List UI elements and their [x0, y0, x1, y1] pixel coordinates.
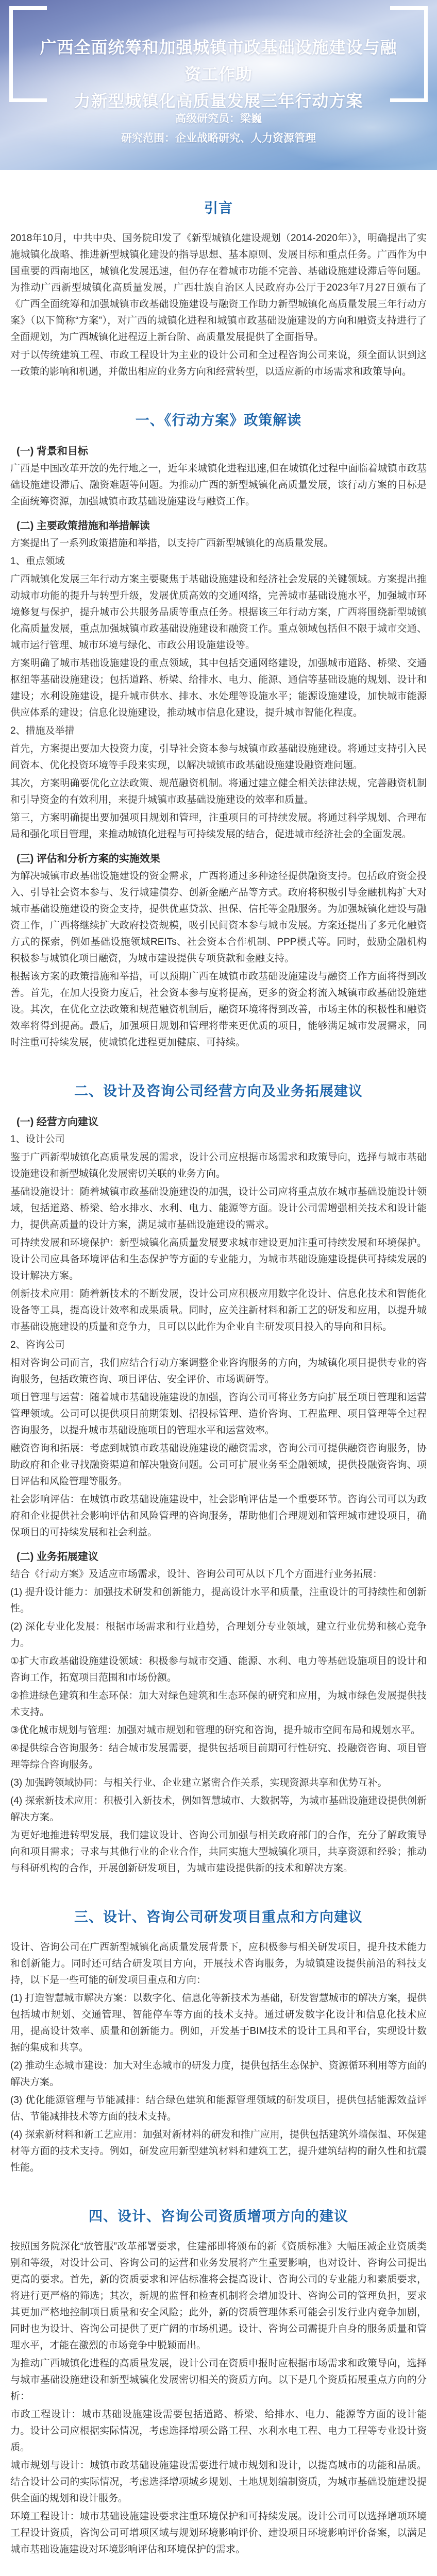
- article-title-line2: 力新型城镇化高质量发展三年行动方案: [74, 92, 363, 110]
- paragraph: 融资咨询和拓展：考虑到城镇市政基础设施建设的融资需求，咨询公司可提供融资咨询服务，协助政府和企业寻找融资渠道和解决融资问题。公司可扩展业务至金融领域，提供投融资咨询、项目评估和风险管理等服务。: [10, 1443, 427, 1487]
- subsection-heading: (一) 经营方向建议: [16, 1116, 98, 1128]
- paragraph: 其次，方案明确要优化立法政策、规范融资机制。将通过建立健全相关法律法规，完善融资机制和引导资金的有效利用，来提升城镇市政基础设施建设的效率和质量。: [10, 778, 427, 805]
- paragraph: (2) 深化专业化发展：根据市场需求和行业趋势，合理划分专业领域，建立行业优势和核心竞争力。: [10, 1621, 427, 1649]
- paragraph: 广西是中国改革开放的先行地之一，近年来城镇化进程迅速,但在城镇化过程中面临着城镇市政基础设施建设滞后、融资难题等问题。为推动广西的新型城镇化高质量发展，该行动方案的目标是全面统筹资源，加强城镇市政基础设施建设与融资工作。: [10, 463, 427, 507]
- paragraph: 创新技术应用：随着新技术的不断发展，设计公司应积极应用数字化设计、信息化技术和智能化设备等工具，提高设计效率和成果质量。同时，应关注新材料和新工艺的研发和应用，以提升城市基础设施建设的质量和竞争力，且可以以此作为企业自主研发项目投入的导向和目标。: [10, 1289, 427, 1332]
- paragraph: 为推动广西城镇化进程的高质量发展，设计公司在资质申报时应根据市场需求和政策导向，选择与城市基础设施建设和新型城镇化发展密切相关的资质方向。以下是几个资质拓展重点方向的分析：: [10, 2358, 427, 2402]
- paragraph: ①扩大市政基础设施建设领域：积极参与城市交通、能源、水利、电力等基础设施项目的设计和咨询工作，拓宽项目范围和市场份额。: [10, 1656, 427, 1683]
- paragraph: (4) 探索新材料和新工艺应用：加强对新材料的研发和推广应用，提供包括建筑外墙保温、环保建材等方面的技术支持。例如，研发应用新型建筑材料和建筑工艺，提升建筑结构的耐久性和抗震性能。: [10, 2129, 427, 2173]
- paragraph: (2) 推动生态城市建设：加大对生态城市的研发力度，提供包括生态保护、资源循环利用等方面的解决方案。: [10, 2060, 427, 2088]
- byline-researcher: 高级研究员：梁巍: [175, 113, 262, 125]
- article-title-line1: 广西全面统筹和加强城镇市政基础设施建设与融资工作助: [40, 38, 397, 83]
- paragraph: 可持续发展和环境保护：新型城镇化高质量发展要求城市建设更加注重可持续发展和环境保护。设计公司应具备环境评估和生态保护等方面的专业能力，为城市基础设施建设提供可持续发展的设计解决方案。: [10, 1238, 427, 1281]
- paragraph: 1、重点领域: [10, 556, 65, 567]
- paragraph: (3) 优化能源管理与节能减排：结合绿色建筑和能源管理领域的研发项目，提供包括能源效益评估、节能减排技术等方面的技术支持。: [10, 2095, 427, 2122]
- section-heading: 二、设计及咨询公司经营方向及业务拓展建议: [74, 1083, 363, 1099]
- paragraph: 根据该方案的政策措施和举措，可以预期广西在城镇市政基础设施建设与融资工作方面将得到改善。首先，在加大投资力度后，社会资本参与度将提高，更多的资金将流入城镇市政基础设施建设。其次，在优化立法政策和规范融资机制后，融资环境将得到改善，市场主体的积极性和融资效率将得到提高。最后，加强项目规划和管理将带来更优质的项目，能够满足城市发展需求，同时注重可持续发展，使城镇化进程更加健康、可持续。: [10, 971, 427, 1048]
- section-heading: 三、设计、咨询公司研发项目重点和方向建议: [74, 1909, 363, 1925]
- paragraph: 城市规划与设计：城镇市政基础设施建设需要进行城市规划和设计，以提高城市的功能和品质。结合设计公司的实际情况，考虑选择增项城乡规划、土地规划编制资质，为城市基础设施建设提供全面的规划和设计服务。: [10, 2460, 427, 2504]
- section-heading: 四、设计、咨询公司资质增项方向的建议: [89, 2209, 348, 2224]
- paragraph: ②推进绿色建筑和生态环保：加大对绿色建筑和生态环保的研究和应用，为城市绿色发展提供技术支持。: [10, 1690, 427, 1718]
- paragraph: (4) 探索新技术应用：积极引入新技术，例如智慧城市、大数据等，为城市基础设施建设提供创新解决方案。: [10, 1795, 427, 1823]
- paragraph: 为更好地推进转型发展，我们建议设计、咨询公司加强与相关政府部门的合作，充分了解政策导向和项目需求；寻求与其他行业的企业合作，共同实施大型城镇化项目，共享资源和经验；推动与科研机构的合作，开展创新研发项目，为城市建设提供新的技术和解决方案。: [10, 1830, 427, 1874]
- paragraph: 市政工程设计：城市基础设施建设需要包括道路、桥梁、给排水、电力、能源等方面的设计能力。设计公司应根据实际情况，考虑选择增项公路工程、水利水电工程、电力工程等专业设计资质。: [10, 2409, 427, 2453]
- paragraph: 广西城镇化发展三年行动方案主要聚焦于基础设施建设和经济社会发展的关键领域。方案提出推动城市功能的提升与转型升级，发展优质高效的交通网络，完善城市基础设施水平，加强城市环境修复与保护，提升城市公共服务品质等重点任务。根据该三年行动方案，广西将围绕新型城镇化高质量发展，重点加强城镇市政基础设施建设和融资工作。重点领域包括但不限于城市交通、城市运行管理、城市环境与绿化、市政公用设施建设等。: [10, 574, 427, 651]
- paragraph: 方案明确了城市基础设施建设的重点领域，其中包括交通网络建设，加强城市道路、桥梁、交通枢纽等基础设施建设；包括道路、桥梁、给排水、电力、能源、通信等基础设施的规划、设计和建设；水利设施建设，提升城市供水、排水、水处理等设施水平；能源设施建设，加快城市能源供应体系的建设；信息化设施建设，推动城市信息化建设，提升城市智能化程度。: [10, 658, 427, 718]
- paragraph: 为解决城镇市政基础设施建设的资金需求，广西将通过多种途径提供融资支持。包括政府资金投入、引导社会资本参与、发行城建债券、创新金融产品等方式。政府将积极引导金融机构扩大对城市基础设施建设的资金支持，提供优惠贷款、担保、信托等金融服务。为加强城镇化建设与融资工作，广西将继续扩大政府投资规模，吸引民间资本参与城市发展。方案还提出了多元化融资方式的探索，例如基础设施领域REITs、社会资本合作机制、PPP模式等。同时，鼓励金融机构积极参与城镇化项目融资，为城市建设提供专项贷款和金融支持。: [10, 871, 427, 964]
- paragraph: ④提供综合咨询服务：结合城市发展需要，提供包括项目前期可行性研究、投融资咨询、项目管理等综合咨询服务。: [10, 1743, 427, 1770]
- paragraph: 首先，方案提出要加大投资力度，引导社会资本参与城镇市政基础设施建设。将通过支持引入民间资本、优化投资环境等手段来实现，以解决城镇市政基础设施建设融资难问题。: [10, 743, 427, 771]
- paragraph: 社会影响评估：在城镇市政基础设施建设中，社会影响评估是一个重要环节。咨询公司可以为政府和企业提供社会影响评估和风险管理的咨询服务，帮助他们合理规划和管理城市建设项目，确保项目的可持续发展和社会利益。: [10, 1494, 427, 1538]
- paragraph: 设计、咨询公司在广西新型城镇化高质量发展背景下，应积极参与相关研发项目，提升技术能力和创新能力。同时还可结合研发项目方向，开展技术咨询服务，为城镇建设提供前沿的科技支持，以下是一些可能的研发项目重点和方向：: [10, 1942, 427, 1986]
- subsection-heading: (一) 背景和目标: [16, 446, 88, 457]
- paragraph: 方案提出了一系列政策措施和举措，以支持广西新型城镇化的高质量发展。: [10, 538, 334, 549]
- byline-scope: 研究范围：企业战略研究、人力资源管理: [121, 132, 316, 144]
- paragraph: 2、咨询公司: [10, 1340, 65, 1350]
- paragraph: (1) 提升设计能力：加强技术研发和创新能力，提高设计水平和质量，注重设计的可持续性和创新性。: [10, 1587, 427, 1614]
- paragraph: (3) 加强跨领域协同：与相关行业、企业建立紧密合作关系，实现资源共享和优势互补。: [10, 1777, 388, 1788]
- paragraph: 2018年10月，中共中央、国务院印发了《新型城镇化建设规划（2014-2020年）》，明确提出了实施城镇化战略、推进新型城镇化建设的指导思想、基本原则、发展目标和重点任务。广西作为中国重要的西南地区，城镇化发展迅速，但仍存在着城市功能不完善、基础设施建设滞后等问题。为推动广西新型城镇化高质量发展，广西壮族自治区人民政府办公厅于2023年7月27日颁布了《广西全面统筹和加强城镇市政基础设施建设与融资工作助力新型城镇化高质量发展三年行动方案》（以下简称“方案”），对广西的城镇化进程和城镇市政基础设施建设的方向和融资支持进行了全面规划，为广西城镇化进程迈上新台阶、高质量发展提供了全面指导。: [10, 233, 427, 343]
- paragraph: 相对咨询公司而言，我们应结合行动方案调整企业咨询服务的方向，为城镇化项目提供专业的咨询服务，包括政策咨询、项目评估、安全评价、市场调研等。: [10, 1358, 427, 1385]
- paragraph: 鉴于广西新型城镇化高质量发展的需求，设计公司应根据市场需求和政策导向，选择与城市基础设施建设和新型城镇化发展密切关联的业务方向。: [10, 1152, 427, 1179]
- paragraph: 对于以传统建筑工程、市政工程设计为主业的设计公司和全过程咨询公司来说，须全面认识到这一政策的影响和机遇，并做出相应的业务方向和经营转型，以适应新的市场需求和政策导向。: [10, 350, 427, 377]
- paragraph: ③优化城市规划与管理：加强对城市规划和管理的研究和咨询，提升城市空间布局和规划水平。: [10, 1725, 421, 1736]
- subsection-heading: (三) 评估和分析方案的实施效果: [16, 853, 160, 865]
- paragraph: 按照国务院深化“放管服”改革部署要求，住建部即将颁布的新《资质标准》大幅压减企业资质类别和等级，对设计公司、咨询公司的运营和业务发展将产生重要影响，也对设计、咨询公司提出更高的要求。首先，新的资质要求和评估标准将会提高设计、咨询公司的专业能力和素质要求，将进行更严格的筛选；其次，新规的监督和检查机制将会增加设计、咨询公司的管理负担，要求其更加严格地控制项目质量和安全风险；此外，新的资质管理体系可能会引发行业内竞争加剧，同时也为设计、咨询公司提供了更广阔的市场机遇。设计、咨询公司需提升自身的服务质量和管理水平，才能在激烈的市场竞争中脱颖而出。: [10, 2241, 427, 2351]
- byline: [0, 109, 437, 148]
- paragraph: 环境工程设计：城市基础设施建设要求注重环境保护和可持续发展。设计公司可以选择增项环境工程设计资质，咨询公司可增项区域与规划环境影响评价、建设项目环境影响评价备案，以满足城市基础设施建设对环境影响评估和环境保护的需求。: [10, 2511, 427, 2555]
- section-heading: 引言: [204, 200, 233, 216]
- paragraph: 项目管理与运营：随着城市基础设施建设的加强，咨询公司可将业务方向扩展至项目管理和运营管理领域。公司可以提供项目前期策划、招投标管理、造价咨询、工程监理、项目管理等全过程咨询服务，以提升城市基础设施项目的管理水平和运营效率。: [10, 1392, 427, 1436]
- header-banner: [0, 0, 437, 170]
- article-body: [0, 170, 437, 2576]
- paragraph: 结合《行动方案》及适应市场需求，设计、咨询公司可从以下几个方面进行业务拓展：: [10, 1569, 383, 1580]
- subsection-heading: (二) 业务拓展建议: [16, 1551, 98, 1563]
- article-title: [36, 34, 401, 114]
- paragraph: 2、措施及举措: [10, 725, 75, 736]
- subsection-heading: (二) 主要政策措施和举措解读: [16, 520, 150, 532]
- paragraph: 1、设计公司: [10, 1134, 65, 1145]
- section-heading: 一、《行动方案》政策解读: [135, 413, 302, 428]
- paragraph: 第三，方案明确提出要加强项目规划和管理，注重项目的可持续发展。将通过科学规划、合理布局和强化项目管理，来推动城镇化进程与可持续发展的结合，促进城市经济社会的全面发展。: [10, 812, 427, 840]
- paragraph: (1) 打造智慧城市解决方案：以数字化、信息化等新技术为基础，研发智慧城市的解决方案，提供包括城市规划、交通管理、智能停车等方面的技术支持。通过研发数字化设计和信息化技术应用，提高设计效率、质量和创新能力。例如，开发基于BIM技术的设计工具和平台，实现设计数据的集成和共享。: [10, 1993, 427, 2053]
- paragraph: 基础设施设计：随着城镇市政基础设施建设的加强，设计公司应将重点放在城市基础设施设计领域，包括道路、桥梁、给水排水、水利、电力、能源等方面。设计公司需增强相关技术和设计能力，提供高质量的设计方案，满足城市基础设施建设的需求。: [10, 1187, 427, 1230]
